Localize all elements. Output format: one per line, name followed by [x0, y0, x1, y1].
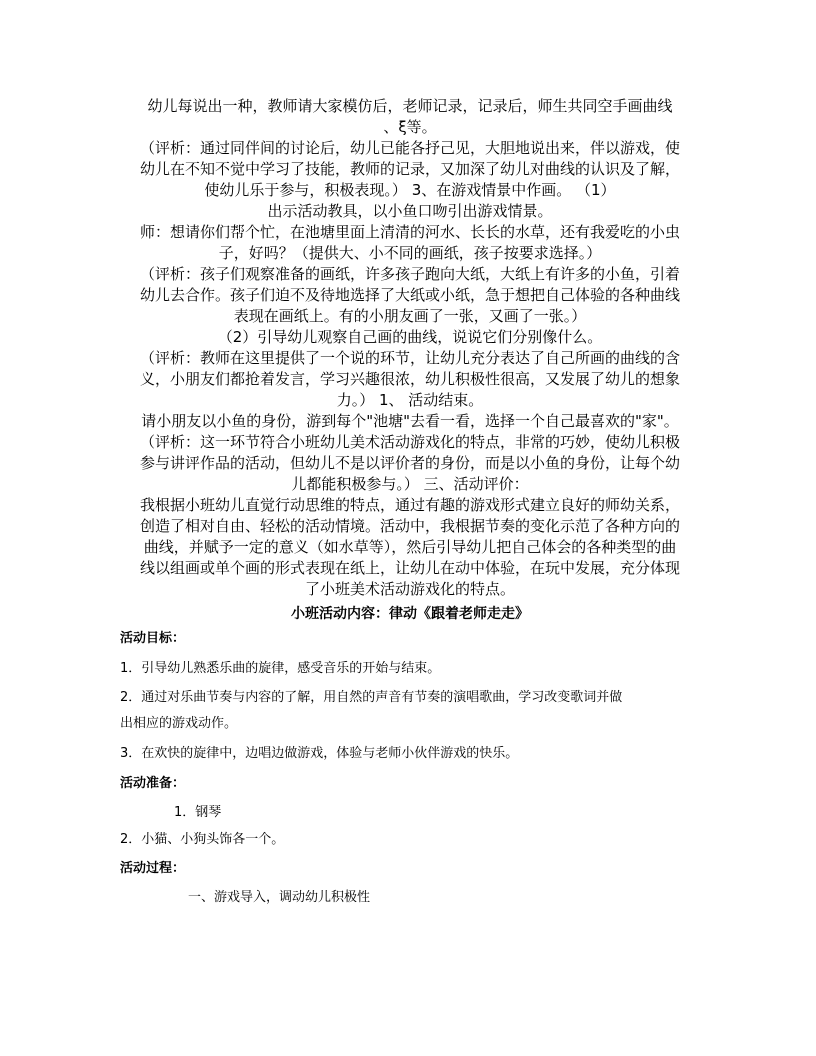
paragraph-line: 幼儿去合作。孩子们迫不及待地选择了大纸或小纸，急于想把自己体验的各种曲线 — [139, 286, 680, 304]
paragraph-line: 儿都能积极参与。） 三、活动评价： — [291, 475, 529, 493]
section-title: 小班活动内容：律动《跟着老师走走》 — [291, 606, 529, 622]
goal-item: 出相应的游戏动作。 — [120, 716, 238, 731]
paragraph-line: （2）引导幼儿观察自己画的曲线，说说它们分别像什么。 — [217, 328, 603, 346]
paragraph-line: 线以组画或单个画的形式表现在纸上，让幼儿在动中体验，在玩中发展，充分体现 — [139, 559, 680, 577]
paragraph-line: 子，好吗？（提供大、小不同的画纸，孩子按要求选择。） — [218, 244, 602, 262]
paragraph-line: 曲线，并赋予一定的意义（如水草等），然后引导幼儿把自己体会的各种类型的曲 — [143, 538, 677, 556]
process-item: 一、游戏导入，调动幼儿积极性 — [188, 890, 371, 905]
prep-item: 1．钢琴 — [174, 805, 222, 820]
paragraph-line: 幼儿在不知不觉中学习了技能，教师的记录，又加深了幼儿对曲线的认识及了解， — [139, 160, 680, 178]
prep-heading: 活动准备： — [120, 776, 186, 791]
paragraph-line: （评析：孩子们观察准备的画纸，许多孩子跑向大纸，大纸上有许多的小鱼，引着 — [139, 265, 680, 283]
goals-heading: 活动目标： — [120, 631, 186, 646]
paragraph-line: 了小班美术活动游戏化的特点。 — [304, 580, 515, 598]
goal-item: 1．引导幼儿熟悉乐曲的旋律，感受音乐的开始与结束。 — [120, 661, 441, 676]
paragraph-line: 幼儿每说出一种，教师请大家模仿后，老师记录，记录后，师生共同空手画曲线 — [147, 97, 673, 115]
paragraph-line: （评析：教师在这里提供了一个说的环节，让幼儿充分表达了自己所画的曲线的含 — [139, 349, 680, 367]
paragraph-line: （评析：通过同伴间的讨论后，幼儿已能各抒己见，大胆地说出来，伴以游戏，使 — [139, 139, 680, 157]
paragraph-line: 出示活动教具，以小鱼口吻引出游戏情景。 — [267, 202, 553, 220]
paragraph-line: 参与讲评作品的活动，但幼儿不是以评价者的身份，而是以小鱼的身份，让每个幼 — [139, 454, 680, 472]
paragraph-line: 使幼儿乐于参与，积极表现。） 3、在游戏情景中作画。 （1） — [204, 181, 616, 199]
paragraph-line: 力。） 1、 活动结束。 — [336, 391, 484, 409]
paragraph-line: 义，小朋友们都抢着发言，学习兴趣很浓，幼儿积极性很高，又发展了幼儿的想象 — [139, 370, 680, 388]
process-heading: 活动过程： — [120, 861, 186, 876]
goal-item: 2．通过对乐曲节奏与内容的了解，用自然的声音有节奏的演唱歌曲，学习改变歌词并做 — [120, 690, 623, 705]
paragraph-line: 我根据小班幼儿直觉行动思维的特点，通过有趣的游戏形式建立良好的师幼关系， — [139, 496, 680, 514]
goal-item: 3．在欢快的旋律中，边唱边做游戏，体验与老师小伙伴游戏的快乐。 — [120, 746, 519, 761]
prep-item: 2．小猫、小狗头饰各一个。 — [120, 832, 285, 847]
paragraph-line: （评析：这一环节符合小班幼儿美术活动游戏化的特点，非常的巧妙，使幼儿积极 — [139, 433, 680, 451]
paragraph-line: 、ξ等。 — [383, 118, 437, 136]
paragraph-line: 师：想请你们帮个忙，在池塘里面上清清的河水、长长的水草，还有我爱吃的小虫 — [139, 223, 680, 241]
paragraph-line: 表现在画纸上。有的小朋友画了一张，又画了一张。） — [233, 307, 587, 325]
paragraph-line: 请小朋友以小鱼的身份，游到每个"池塘"去看一看，选择一个自己最喜欢的"家"。 — [141, 412, 679, 430]
paragraph-line: 创造了相对自由、轻松的活动情境。活动中，我根据节奏的变化示范了各种方向的 — [139, 517, 680, 535]
